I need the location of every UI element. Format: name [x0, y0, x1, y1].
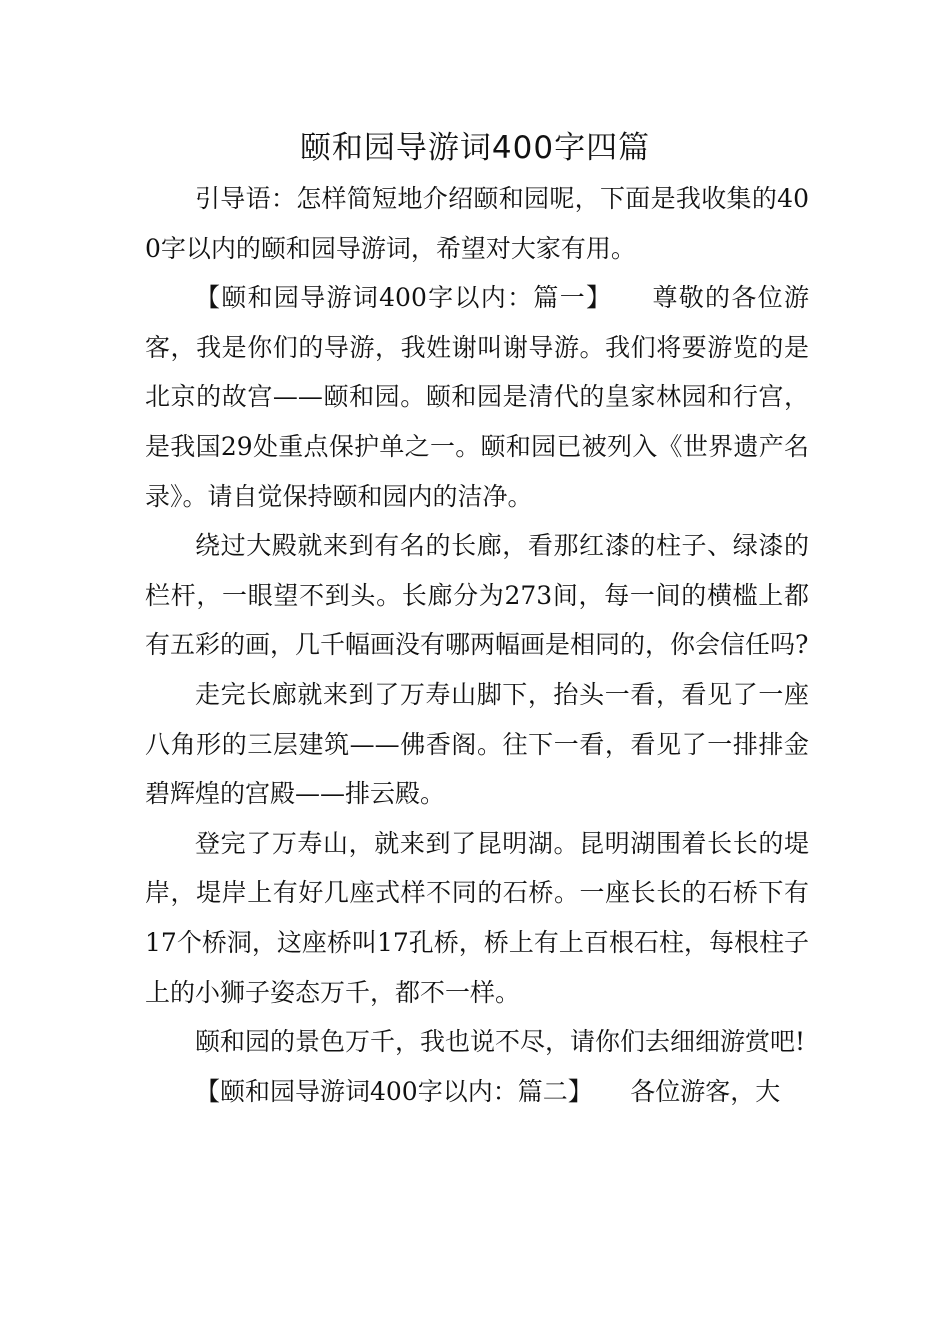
paragraph-intro: 引导语：怎样简短地介绍颐和园呢，下面是我收集的400字以内的颐和园导游词，希望对大家有用。	[145, 184, 809, 263]
paragraph-closing: 颐和园的景色万千，我也说不尽，请你们去细细游赏吧!	[195, 1027, 806, 1057]
paragraph-kunming-lake: 登完了万寿山，就来到了昆明湖。昆明湖围着长长的堤岸，堤岸上有好几座式样不同的石桥。一座长长的石桥下有17个桥洞，这座桥叫17孔桥，桥上有上百根石柱，每根柱子上的小狮子姿态万千，都不一样。	[145, 828, 809, 1007]
paragraph-section-one: 【颐和园导游词400字以内：篇一】 尊敬的各位游客，我是你们的导游，我姓谢叫谢导游。我们将要游览的是北京的故宫——颐和园。颐和园是清代的皇家林园和行宫，是我国29处重点保护单之一。颐和园已被列入《世界遗产名录》。请自觉保持颐和园内的洁净。	[145, 283, 809, 511]
paragraph-longevity-hill: 走完长廊就来到了万寿山脚下，抬头一看，看见了一座八角形的三层建筑——佛香阁。往下一看，看见了一排排金碧辉煌的宫殿——排云殿。	[145, 679, 809, 809]
document-body	[145, 174, 809, 1116]
document-title: 颐和园导游词400字四篇	[299, 130, 651, 166]
paragraph-section-two: 【颐和园导游词400字以内：篇二】 各位游客，大	[195, 1076, 781, 1106]
paragraph-long-corridor: 绕过大殿就来到有名的长廊，看那红漆的柱子、绿漆的栏杆，一眼望不到头。长廊分为273间，每一间的横槛上都有五彩的画，几千幅画没有哪两幅画是相同的，你会信任吗?	[145, 531, 809, 660]
